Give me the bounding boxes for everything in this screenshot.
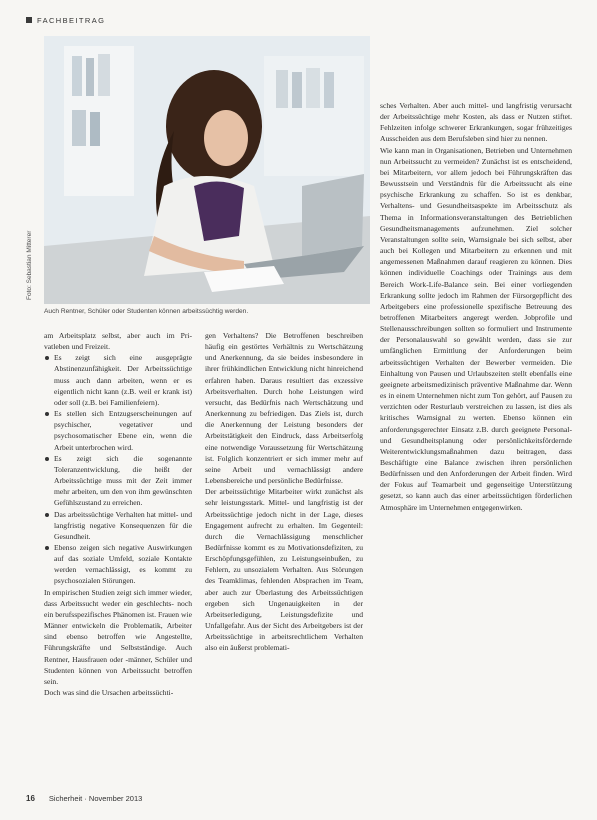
col2-paragraph: Der arbeitssüchtige Mitarbeiter wirkt zunächst als sehr leistungsstark. Mittel- und langfristig ist der Arbeitssüchtige jedoch nicht in der Lage, dieses Engagement aufrecht zu erhalten. Im Gegenteil: durch die Vernachlässigung menschlicher Bedürfnisse kommt es zu Motivationsdefiziten, zu Erschöpfungsgefühlen, zu Leistungseinbußen, zu Fehlern, zu unsozialem Verhalten. Aus Störungen des Teamklimas, fehlenden Absprachen im Team, aber auch zur Überlastung des Arbeitssüchtigen ergeben sich Ungenauigkeiten in der Arbeitserledigung, Leistungsdefizite und Unfallgefahr. Aus der Sicht des Arbeitgebers ist der Arbeitssüchtige in arbeitsrechtlichem Verhalten also ein äußerst problemati- bbox=[205, 487, 363, 653]
col3-paragraph: sches Verhalten. Aber auch mittel- und langfristig verursacht der Arbeitssüchtige mehr Kosten, als dass er Nutzen stiftet. Fehlzeiten infolge schwerer Erkrankungen, sogar frühzeitiges Ausscheiden aus dem Berufsleben sind hier zu nennen. bbox=[380, 101, 572, 144]
page-number: 16 bbox=[26, 793, 35, 803]
symptom-list bbox=[44, 352, 192, 586]
list-item: Ebenso zeigen sich negative Auswirkungen auf das soziale Umfeld, soziale Kontakte werden vernachlässigt, es kommt zu psychosozialen Störungen. bbox=[44, 542, 192, 587]
col2-paragraph: gen Verhaltens? Die Betroffenen beschreiben häufig ein gestörtes Verhältnis zu Wertschätzung und Anerkennung, da sie beides insbesondere in ihrer frühkindlichen Entwicklung nicht hinreichend erfahren haben. Daraus resultiert das exzessive Arbeitsverhalten. Durch hohe Leistungen wird versucht, das Bedürfnis nach Wertschätzung und Anerkennung zu befriedigen. Das Ziels ist, durch die Anerkennung der Leistung besonders der Arbeitstätigkeit den Eindruck, dass Arbeitserfolg eine notwendige Voraussetzung für Wertschätzung ist. Folglich konzentriert er sich immer mehr auf seine Arbeit und vernachlässigt andere Lebensbereiche und persönliche Bedürfnisse. bbox=[205, 331, 363, 486]
photo-credit: Foto: Sebastian Mitterer bbox=[26, 230, 33, 300]
section-header bbox=[26, 14, 105, 26]
list-item: Es stellen sich Entzugserscheinungen auf psychischer, vegetativer und psychosomatischer Ebene ein, wenn die Arbeit unterbrochen wird. bbox=[44, 408, 192, 453]
article-column-3 bbox=[380, 100, 572, 790]
col3-paragraph: Wie kann man in Organisationen, Betrieben und Unternehmen nun Arbeitssucht zu vermeiden? Zunächst ist es entscheidend, bei Mitarbeitern, vor allem jedoch bei Führungskräften das Bewusstsein und Verständnis für die Arbeitssucht als eine psychische Erkrankung zu schaffen. So ist es denkbar, Verhaltens- und Gesundheitsaspekte im Arbeitsschutz als Thema in Informationsveranstaltungen des Betrieblichen Gesundheitsmanagements aufzunehmen. Ziel solcher Veranstaltungen sollte sein, Warnsignale bei sich selbst, aber auch bei Kollegen und Mitarbeitern zu erkennen und mit angemessenen Maßnahmen darauf reagieren zu können. Dies können individuelle Coachings oder Trainings aus dem Bereich Work-Life-Balance sein. Bei einer vorliegenden Erkrankung sollte jedoch im Rahmen der Fürsorgepflicht des Arbeitgebers eine professionelle spezifische Betreuung des betroffenen Mitarbeiters angeregt werden. Jobprofile und Stellenausschreibungen sollten so formuliert und Instrumente der Personalauswahl so gewählt werden, dass sie zur umfänglichen Ermittlung der Anforderungen beim arbeitssüchtigen Verhalten der Bewerber vermeiden. Die Einhaltung von Pausen und Urlaubszeiten stellt ebenfalls eine geeignete arbeitsmedizinisch präventive Maßnahme dar. Wenn es in einem Unternehmen nicht zum Ton gehört, auf Pausen zu verzichten oder Resturlaub verstreichen zu lassen, ist dies als kritisches Warnsignal zu werten. Ebenso können ein anforderungsgerechter Einsatz z.B. durch geeignete Personal- und Gesundheitsplanung oder persönlichkeitsfördernde Weiterentwicklungsmaßnahmen dazu beitragen, dass Beschäftigte eine Balance zwischen ihren persönlichen Bedürfnissen und den Anforderungen der Arbeit finden. Wird der Fokus auf Teamarbeit und gegenseitige Unterstützung gesetzt, so kann auch das einer arbeitssüchtigen förderlichen Atmosphäre im Unternehmen entgegenwirken. bbox=[380, 145, 572, 512]
list-item: Es zeigt sich eine ausgeprägte Abstinenzunfähigkeit. Der Arbeitssüchtige muss auch dann arbeiten, wenn er es eigentlich nicht kann (z.B. weil er krank ist) oder soll (z.B. bei Familienfeiern). bbox=[44, 352, 192, 408]
student-laptop-illustration bbox=[44, 36, 370, 304]
article-column-2 bbox=[205, 330, 363, 790]
photo-caption: Auch Rentner, Schüler oder Studenten können arbeitssüchtig werden. bbox=[44, 308, 249, 315]
list-item: Das arbeitssüchtige Verhalten hat mittel- und langfristig negative Konsequenzen für die Gesundheit. bbox=[44, 509, 192, 542]
col1-tail: Doch was sind die Ursachen arbeitssüchti- bbox=[44, 688, 174, 697]
article-column-1 bbox=[44, 330, 192, 790]
section-marker-icon bbox=[26, 17, 32, 23]
col1-intro: am Arbeitsplatz selbst, aber auch im Pri-vatleben und Freizeit. bbox=[44, 331, 192, 352]
issue-label: Sicherheit · November 2013 bbox=[48, 793, 143, 803]
article-photo bbox=[44, 36, 370, 304]
list-item: Es zeigt sich die sogenannte Toleranzentwicklung, die heißt der Arbeitssüchtige muss mit der Zeit immer mehr arbeiten, um den von ihm gewünschten Gefühlszustand zu erreichen. bbox=[44, 453, 192, 509]
col1-body: In empirischen Studien zeigt sich immer wieder, dass Arbeitssucht weder ein geschlechts- noch ein berufsspezifisches Phänomen ist. Frauen wie Männer entwickeln die Problematik, Arbeiter sind ebenso betroffen wie Angestellte, Führungskräfte und Selbstständige. Auch Rentner, Hausfrauen oder -männer, Schüler und Studenten können von Arbeitssucht betroffen sein. bbox=[44, 587, 192, 686]
section-label: FACHBEITRAG bbox=[37, 15, 106, 25]
page-footer bbox=[26, 792, 142, 804]
